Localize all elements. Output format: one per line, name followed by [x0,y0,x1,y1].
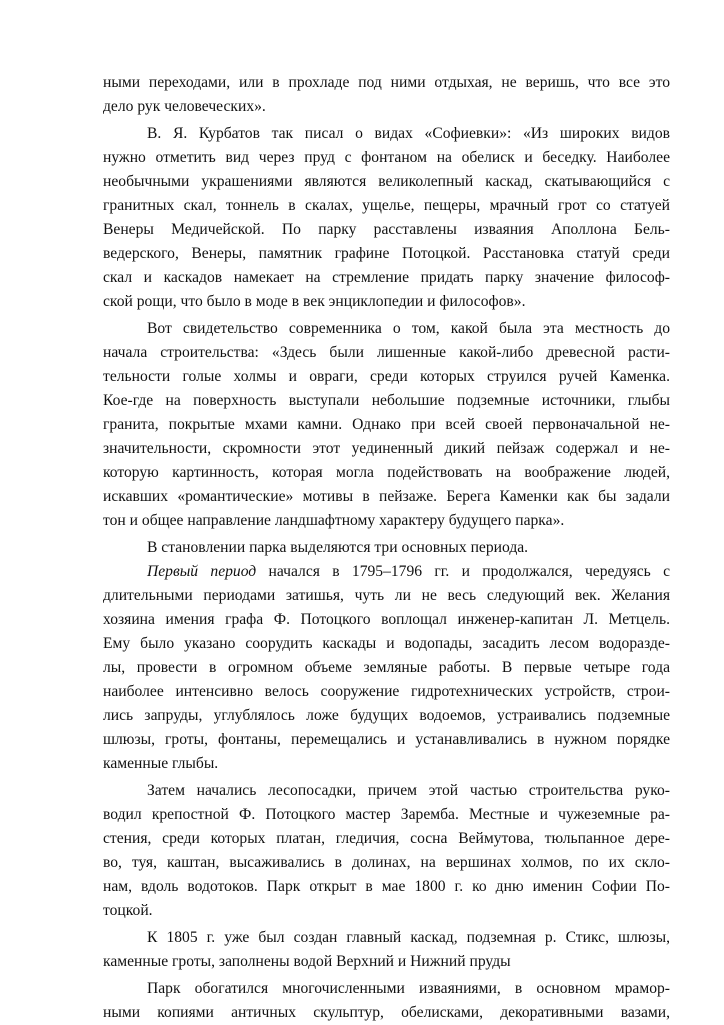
text-line: дело рук человеческих». [103,98,266,115]
text-line: скал и каскадов намекает на стремление придать парку значение философ- [103,269,670,286]
text-line: необычными украшениями являются великолепный каскад, скатывающийся с [103,173,670,190]
text-line: нам, вдоль водотоков. Парк открыт в мае 1800 г. ко дню именин Софии По- [103,878,670,895]
text-line: ведерского, Венеры, памятник графине Потоцкой. Расстановка статуй среди [103,245,670,262]
text-line: во, туя, каштан, высаживались в долинах, на вершинах холмов, по их скло- [103,854,670,871]
text-line: тон и общее направление ландшафтному характеру будущего парка». [103,512,565,529]
text-line: ными копиями античных скульптур, обелисками, декоративными вазами, [103,1004,670,1021]
text-line: тельности голые холмы и овраги, среди которых струился ручей Каменка. [103,368,670,385]
first-period-label: Первый период [147,563,257,580]
text-line: значительности, скромности этот уединенный дикий пейзаж содержал и не- [103,440,670,457]
text-line: нужно отметить вид через пруд с фонтаном на обелиск и беседку. Наиболее [103,149,670,166]
text-line: ными переходами, или в прохладе под ними отдыхая, не веришь, что все это [103,74,670,91]
text-line: длительными периодами затишья, чуть ли не весь следующий век. Желания [103,587,670,604]
text-line: лы, провести в огромном объеме земляные работы. В первые четыре года [103,659,670,676]
text-line: Ему было указано соорудить каскады и водопады, засадить лесом водоразде- [103,635,670,652]
text-line [147,560,670,584]
text-line: начала строительства: «Здесь были лишенные какой-либо древесной расти- [103,344,670,361]
text-line: Вот свидетельство современника о том, какой была эта местность до [147,320,670,337]
text-line: наиболее интенсивно велось сооружение гидротехнических устройств, строи- [103,683,670,700]
text-line: искавших «романтические» мотивы в пейзаже. Берега Каменки как бы задали [103,488,670,505]
text-line-rest: начался в 1795–1796 гг. и продолжался, чередуясь с [268,563,671,580]
text-line: каменные гроты, заполнены водой Верхний и Нижний пруды [103,953,511,970]
text-line: каменные глыбы. [103,755,219,772]
text-line: Парк обогатился многочисленными изваяниями, в основном мрамор- [147,980,670,997]
text-line: лись запруды, углублялось ложе будущих водоемов, устраивались подземные [103,707,670,724]
text-line: Затем начались лесопосадки, причем этой частью строительства руко- [147,782,670,799]
text-line: гранита, покрытые мхами камни. Однако при всей своей первоначальной не- [103,416,670,433]
text-line: хозяина имения графа Ф. Потоцкого воплощал инженер-капитан Л. Метцель. [103,611,670,628]
text-line: тоцкой. [103,902,153,919]
text-line: ской рощи, что было в моде в век энциклопедии и философов». [103,293,526,310]
text-line: шлюзы, гроты, фонтаны, перемещались и устанавливались в нужном порядке [103,731,670,748]
text-line: стения, среди которых платан, гледичия, сосна Веймутова, тюльпанное дере- [103,830,670,847]
text-line: Венеры Медичейской. По парку расставлены изваяния Аполлона Бель- [103,221,670,238]
text-line: К 1805 г. уже был создан главный каскад, подземная р. Стикс, шлюзы, [147,929,670,946]
text-line: гранитных скал, тоннель в скалах, ущелье, пещеры, мрачный грот со статуей [103,197,670,214]
text-line: Кое-где на поверхность выступали небольшие подземные источники, глыбы [103,392,670,409]
text-line: В становлении парка выделяются три основных периода. [147,539,529,556]
text-line: которую картинность, которая могла подействовать на воображение людей, [103,464,670,481]
text-line: В. Я. Курбатов так писал о видах «Софиевки»: «Из широких видов [147,125,670,142]
text-line: водил крепостной Ф. Потоцкого мастер Заремба. Местные и чужеземные ра- [103,806,670,823]
